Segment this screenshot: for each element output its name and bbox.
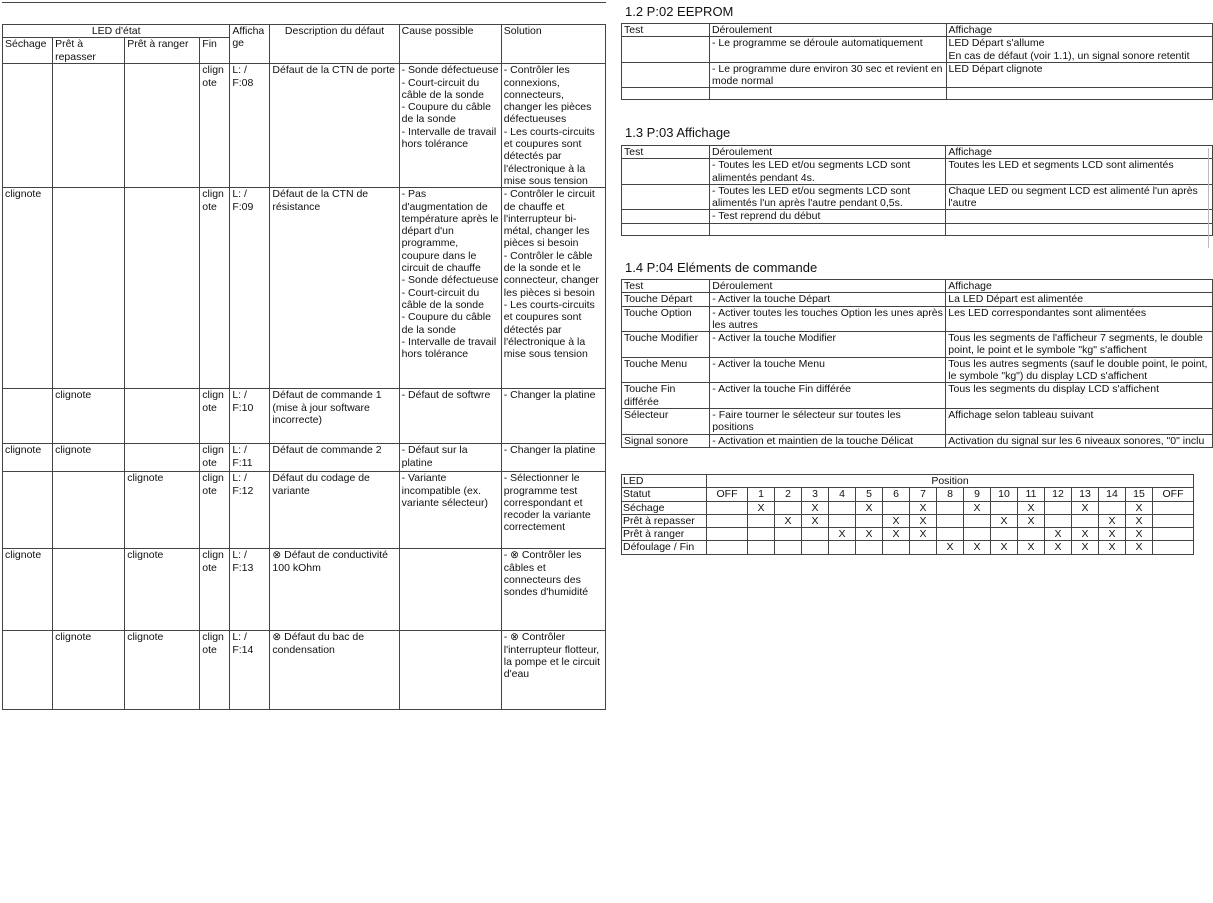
cause-cell: - Défaut sur la platine [399,444,501,472]
led-position-label: 14 [1099,488,1126,501]
led-mark-cell [1153,514,1194,527]
led-mark-cell: X [1018,514,1045,527]
solution-cell: - Contrôler le circuit de chauffe et l'interrupteur bi-métal, changer les pièces si besoin - Contrôler le câble de la sonde et le connecteur, changer les pièces si besoin - Les courts-circuits et coupures sont détectés par l'électronique à la mise sous tension [501,188,605,389]
eeprom-table [621,23,1213,100]
test-row [622,184,1213,210]
led-corner-label: LED [622,475,707,488]
test-test-cell: Touche Option [622,306,710,332]
led-sechage-cell: clignote [3,549,53,631]
affichage-header-affichage: Affichage [946,146,1213,159]
header-led-etat: LED d'état [3,25,230,38]
led-mark-cell [991,528,1018,541]
led-mark-cell: X [856,528,883,541]
led-fin-cell: clign ote [200,389,230,444]
section-title-eeprom: 1.2 P:02 EEPROM [625,4,734,19]
led-mark-cell: X [802,501,829,514]
header-cause: Cause possible [399,25,501,64]
led-mark-cell [1045,501,1072,514]
led-row-name: Défoulage / Fin [622,541,707,554]
led-row [622,541,1194,554]
test-row [622,293,1213,306]
test-deroulement-cell: - Faire tourner le sélecteur sur toutes les positions [710,408,946,434]
commande-header-affichage: Affichage [946,280,1213,293]
cause-cell: - Variante incompatible (ex. variante sélecteur) [399,472,501,549]
led-mark-cell [775,528,802,541]
test-affichage-cell: Tous les segments de l'afficheur 7 segments, le double point, le point et le symbole "kg" s'affichent [946,332,1213,358]
led-repasser-cell: clignote [53,389,125,444]
description-cell: Défaut de commande 1 (mise à jour software incorrecte) [270,389,399,444]
test-affichage-cell: Affichage selon tableau suivant [946,408,1213,434]
led-mark-cell: X [856,501,883,514]
led-statut-row [622,488,1194,501]
test-row [622,210,1213,223]
header-fin: Fin [200,38,230,64]
led-position-label: 5 [856,488,883,501]
solution-cell: - Sélectionner le programme test correspondant et recoder la variante correctement [501,472,605,549]
led-mark-cell: X [802,514,829,527]
led-position-label: 8 [937,488,964,501]
test-row [622,383,1213,409]
led-row-name: Séchage [622,501,707,514]
led-mark-cell: X [1072,541,1099,554]
led-mark-cell: X [1126,541,1153,554]
led-mark-cell: X [1099,541,1126,554]
led-mark-cell [707,514,748,527]
eeprom-header-test: Test [622,24,710,37]
led-mark-cell: X [1072,528,1099,541]
commande-header-test: Test [622,280,710,293]
test-deroulement-cell: - Activer la touche Fin différée [710,383,946,409]
led-mark-cell [829,501,856,514]
fault-row [3,472,606,549]
header-pret-repasser: Prêt à repasser [53,38,125,64]
led-position-label: 15 [1126,488,1153,501]
test-test-cell: Touche Menu [622,357,710,383]
header-pret-ranger: Prêt à ranger [125,38,200,64]
eeprom-header-deroulement: Déroulement [709,24,946,37]
solution-cell: - Contrôler les connexions, connecteurs, changer les pièces défectueuses - Les courts-circuits et coupures sont détectés par l'électronique à la mise sous tension [501,64,605,188]
test-row [622,37,1213,63]
led-repasser-cell [53,188,125,389]
test-affichage-cell: LED Départ clignote [946,62,1213,88]
test-test-cell [622,37,710,63]
test-deroulement-cell [709,88,946,100]
led-sechage-cell: clignote [3,444,53,472]
test-test-cell [622,223,710,235]
led-position-label: 13 [1072,488,1099,501]
led-mark-cell: X [937,541,964,554]
scrollbar-edge[interactable] [1208,148,1213,248]
test-row [622,357,1213,383]
description-cell: Défaut de commande 2 [270,444,399,472]
commande-table [621,279,1213,448]
led-position-table [621,474,1194,555]
led-position-label: 4 [829,488,856,501]
led-position-label: 2 [775,488,802,501]
led-mark-cell: X [910,514,937,527]
cause-cell [399,631,501,710]
led-fin-cell: clign ote [200,188,230,389]
header-solution: Solution [501,25,605,64]
led-position-label: 7 [910,488,937,501]
solution-cell: - Changer la platine [501,389,605,444]
test-affichage-cell [946,210,1213,223]
led-position-label: 11 [1018,488,1045,501]
led-mark-cell: X [1018,501,1045,514]
led-mark-cell: X [991,514,1018,527]
led-position-label: 1 [748,488,775,501]
led-mark-cell [937,501,964,514]
led-header-row [622,475,1194,488]
led-mark-cell [883,501,910,514]
fault-table [2,24,606,710]
led-mark-cell [829,541,856,554]
test-affichage-cell [946,223,1213,235]
led-repasser-cell: clignote [53,631,125,710]
led-mark-cell [707,528,748,541]
fault-row [3,389,606,444]
solution-cell: - Changer la platine [501,444,605,472]
affichage-header-row [622,146,1213,159]
test-row [622,223,1213,235]
test-affichage-cell: La LED Départ est alimentée [946,293,1213,306]
led-ranger-cell: clignote [125,631,200,710]
led-ranger-cell: clignote [125,472,200,549]
led-mark-cell: X [1045,528,1072,541]
test-test-cell: Touche Fin différée [622,383,710,409]
led-fin-cell: clign ote [200,549,230,631]
description-cell: Défaut de la CTN de porte [270,64,399,188]
affichage-cell: L: / F:12 [230,472,270,549]
test-row [622,159,1213,185]
led-mark-cell: X [1126,528,1153,541]
led-mark-cell [707,501,748,514]
description-cell: ⊗ Défaut du bac de condensation [270,631,399,710]
header-affichage: Afficha ge [230,25,270,64]
led-mark-cell [802,541,829,554]
test-deroulement-cell: - Activer la touche Menu [710,357,946,383]
led-mark-cell [1045,514,1072,527]
led-mark-cell [748,514,775,527]
test-deroulement-cell: - Toutes les LED et/ou segments LCD sont alimentés pendant 4s. [710,159,946,185]
cause-cell: - Sonde défectueuse - Court-circuit du câble de la sonde - Coupure du câble de la sonde - Intervalle de travail hors tolérance [399,64,501,188]
led-position-label: 10 [991,488,1018,501]
cause-cell: - Pas d'augmentation de température après le départ d'un programme, coupure dans le circuit de chauffe - Sonde défectueuse - Court-circuit du câble de la sonde - Coupure du câble de la sonde - Intervalle de travail hors tolérance [399,188,501,389]
led-mark-cell [748,528,775,541]
led-ranger-cell [125,64,200,188]
led-fin-cell: clign ote [200,472,230,549]
section-title-commande: 1.4 P:04 Eléments de commande [625,260,818,275]
top-rule-left [2,2,606,3]
affichage-cell: L: / F:10 [230,389,270,444]
led-mark-cell [775,541,802,554]
test-test-cell [622,88,710,100]
test-test-cell: Touche Départ [622,293,710,306]
test-test-cell [622,210,710,223]
led-mark-cell: X [991,541,1018,554]
test-deroulement-cell: - Activer la touche Modifier [710,332,946,358]
description-cell: Défaut du codage de variante [270,472,399,549]
led-fin-cell: clign ote [200,631,230,710]
led-ranger-cell [125,389,200,444]
led-position-label: 9 [964,488,991,501]
led-fin-cell: clign ote [200,64,230,188]
test-row [622,434,1213,447]
test-affichage-cell: Les LED correspondantes sont alimentées [946,306,1213,332]
test-deroulement-cell: - Activer la touche Départ [710,293,946,306]
test-row [622,332,1213,358]
eeprom-header-affichage: Affichage [946,24,1213,37]
led-position-label: OFF [707,488,748,501]
test-affichage-cell: Toutes les LED et segments LCD sont alimentés [946,159,1213,185]
led-sechage-cell [3,64,53,188]
led-mark-cell [883,541,910,554]
test-row [622,408,1213,434]
led-sechage-cell [3,389,53,444]
led-mark-cell [1153,501,1194,514]
led-mark-cell [748,541,775,554]
test-affichage-cell: Chaque LED ou segment LCD est alimenté l'un après l'autre [946,184,1213,210]
led-mark-cell [1072,514,1099,527]
test-test-cell [622,62,710,88]
test-deroulement-cell [710,223,946,235]
fault-row [3,549,606,631]
solution-cell: - ⊗ Contrôler les câbles et connecteurs des sondes d'humidité [501,549,605,631]
commande-header-row [622,280,1213,293]
led-sechage-cell: clignote [3,188,53,389]
led-mark-cell: X [1045,541,1072,554]
affichage-header-deroulement: Déroulement [710,146,946,159]
led-ranger-cell [125,188,200,389]
led-mark-cell [991,501,1018,514]
led-position-label: 12 [1045,488,1072,501]
led-mark-cell: X [910,501,937,514]
section-title-affichage: 1.3 P:03 Affichage [625,125,731,140]
led-mark-cell [775,501,802,514]
solution-cell: - ⊗ Contrôler l'interrupteur flotteur, la pompe et le circuit d'eau [501,631,605,710]
led-mark-cell [964,514,991,527]
header-sechage: Séchage [3,38,53,64]
led-mark-cell [1153,528,1194,541]
led-row [622,501,1194,514]
affichage-cell: L: / F:13 [230,549,270,631]
led-mark-cell: X [1018,541,1045,554]
test-deroulement-cell: - Toutes les LED et/ou segments LCD sont alimentés l'un après l'autre pendant 0,5s. [710,184,946,210]
led-mark-cell [1018,528,1045,541]
led-position-label: 6 [883,488,910,501]
led-repasser-cell [53,472,125,549]
fault-row [3,64,606,188]
affichage-cell: L: / F:08 [230,64,270,188]
affichage-cell: L: / F:14 [230,631,270,710]
test-test-cell [622,159,710,185]
test-test-cell: Sélecteur [622,408,710,434]
led-ranger-cell [125,444,200,472]
cause-cell [399,549,501,631]
led-sechage-cell [3,472,53,549]
test-test-cell: Touche Modifier [622,332,710,358]
test-row [622,62,1213,88]
test-deroulement-cell: - Le programme se déroule automatiquement [709,37,946,63]
test-deroulement-cell: - Test reprend du début [710,210,946,223]
led-mark-cell [1153,541,1194,554]
led-mark-cell: X [883,528,910,541]
led-repasser-cell: clignote [53,444,125,472]
led-mark-cell: X [883,514,910,527]
led-mark-cell [964,528,991,541]
led-position-header: Position [707,475,1194,488]
led-mark-cell: X [775,514,802,527]
led-mark-cell: X [1126,501,1153,514]
affichage-header-test: Test [622,146,710,159]
led-row [622,514,1194,527]
led-repasser-cell [53,549,125,631]
test-row [622,88,1213,100]
led-row [622,528,1194,541]
header-description: Description du défaut [270,25,399,64]
test-deroulement-cell: - Activation et maintien de la touche Délicat [710,434,946,447]
led-mark-cell [829,514,856,527]
led-mark-cell [802,528,829,541]
led-repasser-cell [53,64,125,188]
affichage-cell: L: / F:11 [230,444,270,472]
fault-row [3,631,606,710]
fault-row [3,444,606,472]
led-mark-cell [856,514,883,527]
led-row-name: Prêt à ranger [622,528,707,541]
led-fin-cell: clign ote [200,444,230,472]
led-mark-cell [937,514,964,527]
test-deroulement-cell: - Activer toutes les touches Option les unes après les autres [710,306,946,332]
led-ranger-cell: clignote [125,549,200,631]
led-sechage-cell [3,631,53,710]
test-deroulement-cell: - Le programme dure environ 30 sec et revient en mode normal [709,62,946,88]
test-affichage-cell: Tous les segments du display LCD s'affichent [946,383,1213,409]
test-test-cell: Signal sonore [622,434,710,447]
led-row-name: Prêt à repasser [622,514,707,527]
test-affichage-cell: LED Départ s'allume En cas de défaut (voir 1.1), un signal sonore retentit [946,37,1213,63]
led-mark-cell: X [1072,501,1099,514]
description-cell: ⊗ Défaut de conductivité 100 kOhm [270,549,399,631]
eeprom-header-row [622,24,1213,37]
affichage-cell: L: / F:09 [230,188,270,389]
led-mark-cell: X [1126,514,1153,527]
test-row [622,306,1213,332]
fault-row [3,188,606,389]
led-mark-cell [937,528,964,541]
affichage-table [621,145,1213,236]
led-mark-cell [1099,501,1126,514]
led-mark-cell: X [1099,528,1126,541]
led-mark-cell: X [829,528,856,541]
led-statut-label: Statut [622,488,707,501]
test-affichage-cell: Tous les autres segments (sauf le double point, le point, le symbole "kg") du display LCD s'affichent [946,357,1213,383]
commande-header-deroulement: Déroulement [710,280,946,293]
test-affichage-cell [946,88,1213,100]
led-position-label: OFF [1153,488,1194,501]
cause-cell: - Défaut de softwre [399,389,501,444]
led-position-label: 3 [802,488,829,501]
test-affichage-cell: Activation du signal sur les 6 niveaux sonores, "0" inclu [946,434,1213,447]
fault-header-row-1 [3,25,606,38]
led-mark-cell: X [964,501,991,514]
led-mark-cell: X [748,501,775,514]
test-test-cell [622,184,710,210]
led-mark-cell: X [910,528,937,541]
description-cell: Défaut de la CTN de résistance [270,188,399,389]
led-mark-cell [707,541,748,554]
led-mark-cell [910,541,937,554]
led-mark-cell: X [1099,514,1126,527]
led-mark-cell [856,541,883,554]
led-mark-cell: X [964,541,991,554]
